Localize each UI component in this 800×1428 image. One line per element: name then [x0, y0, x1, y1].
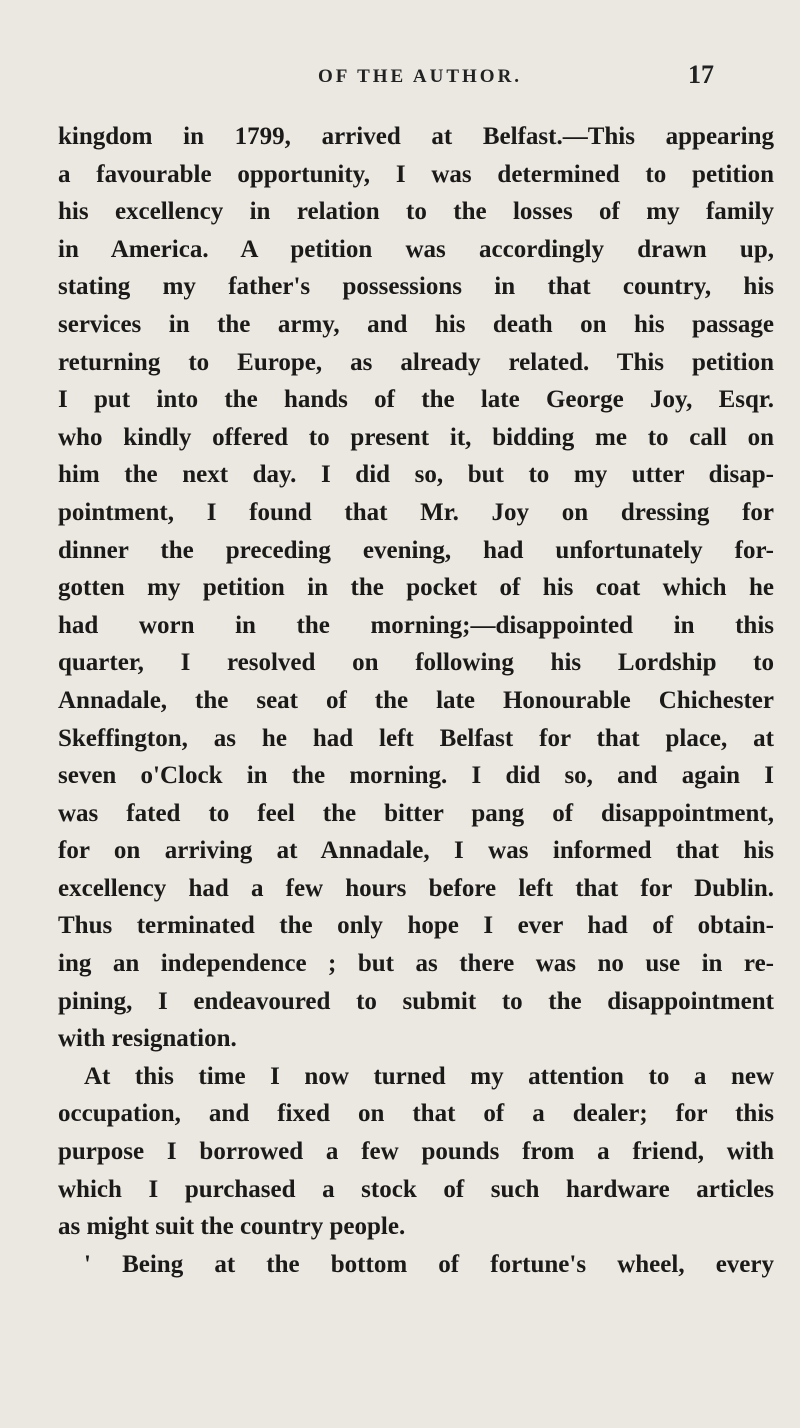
text-line: seven o'Clock in the morning. I did so, and again I [58, 762, 774, 790]
text-line: quarter, I resolved on following his Lordship to [58, 649, 774, 677]
text-line: for on arriving at Annadale, I was informed that his [58, 837, 774, 865]
running-head: OF THE AUTHOR. [318, 66, 523, 87]
text-line: Skeffington, as he had left Belfast for that place, at [58, 724, 774, 752]
text-line: gotten my petition in the pocket of his coat which he [58, 574, 774, 602]
text-line: services in the army, and his death on his passage [58, 310, 774, 338]
text-line: pointment, I found that Mr. Joy on dressing for [58, 498, 774, 526]
text-line: his excellency in relation to the losses of my family [58, 198, 774, 226]
text-line: kingdom in 1799, arrived at Belfast.—This appearing [58, 123, 774, 150]
text-line-paragraph-end: as might suit the country people. [58, 1213, 406, 1241]
text-line: a favourable opportunity, I was determined to petition [58, 160, 774, 188]
text-line-paragraph-end: with resignation. [58, 1025, 237, 1053]
text-line: who kindly offered to present it, bidding me to call on [58, 423, 774, 451]
text-line: stating my father's possessions in that country, his [58, 273, 774, 301]
text-line: excellency had a few hours before left that for Dublin. [58, 874, 774, 902]
text-line: pining, I endeavoured to submit to the disappointment [58, 987, 774, 1015]
text-line-paragraph-start: ' Being at the bottom of fortune's wheel, every [84, 1250, 774, 1278]
text-line: Thus terminated the only hope I ever had of obtain- [58, 912, 774, 940]
text-line: Annadale, the seat of the late Honourable Chichester [58, 686, 774, 714]
text-line: him the next day. I did so, but to my utter disap- [58, 461, 774, 489]
page-number: 17 [688, 60, 714, 89]
text-line: had worn in the morning;—disappointed in this [58, 611, 774, 639]
text-line: which I purchased a stock of such hardware articles [58, 1175, 774, 1203]
text-line: I put into the hands of the late George Joy, Esqr. [58, 386, 774, 414]
text-line: in America. A petition was accordingly drawn up, [58, 235, 774, 263]
text-line: returning to Europe, as already related. This petition [58, 348, 774, 376]
text-line-paragraph-start: At this time I now turned my attention to a new [84, 1062, 774, 1090]
body-text [58, 118, 774, 1283]
text-line: ing an independence ; but as there was no use in re- [58, 950, 774, 978]
text-line: dinner the preceding evening, had unfortunately for- [58, 536, 774, 564]
text-line: was fated to feel the bitter pang of disappointment, [58, 799, 774, 827]
text-line: purpose I borrowed a few pounds from a friend, with [58, 1138, 774, 1166]
text-line: occupation, and fixed on that of a dealer; for this [58, 1100, 774, 1128]
